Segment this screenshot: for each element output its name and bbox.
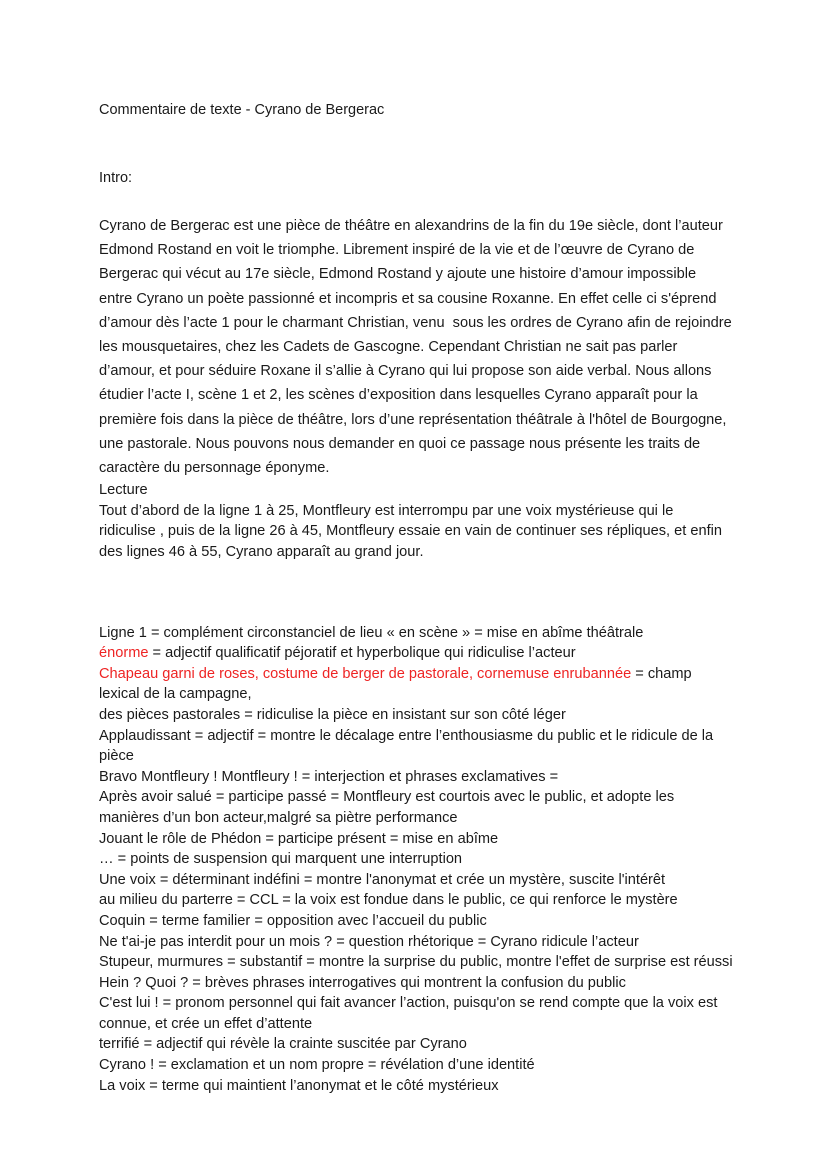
analysis-note-item (99, 623, 735, 644)
analysis-note-item (99, 993, 735, 1034)
analysis-note-item (99, 1076, 735, 1097)
spacer-title-intro (99, 120, 730, 168)
note-definition: = terme qui maintient l’anonymat et le côté mystérieux (145, 1077, 499, 1094)
note-term: Hein ? Quoi ? (99, 974, 189, 991)
spacer-body-list (99, 563, 730, 623)
note-definition: = complément circonstanciel de lieu « en scène » = mise en abîme théâtrale (146, 624, 644, 641)
note-term: Coquin (99, 912, 146, 929)
intro-paragraph: Cyrano de Bergerac est une pièce de théâtre en alexandrins de la fin du 19e siècle, dont l’auteur Edmond Rostand en voit le triomphe. Librement inspiré de la vie et de l’œuvre de Cyrano de Bergerac qui vécut au 17e siècle, Edmond Rostand y ajoute une histoire d’amour impossible entre Cyrano un poète passionné et incompris et sa cousine Roxanne. En effet celle ci s'éprend d’amour dès l’acte 1 pour le charmant Christian, venu sous les ordres de Cyrano afin de rejoindre les mousquetaires, chez les Cadets de Gascogne. Cependant Christian ne sait pas parler d’amour, et pour séduire Roxane il s’allie à Cyrano qui lui propose son aide verbal. Nous allons étudier l’acte I, scène 1 et 2, les scènes d’exposition dans lesquelles Cyrano apparaît pour la première fois dans la pièce de théâtre, lors d’une représentation théâtrale à l'hôtel de Bourgogne, une pastorale. Nous pouvons nous demander en quoi ce passage nous présente les traits de caractère du personnage éponyme. (99, 218, 736, 477)
note-definition: = champ lexical de la campagne, (99, 665, 696, 703)
note-definition: = brèves phrases interrogatives qui montrent la confusion du public (188, 974, 626, 991)
intro-heading: Intro: (99, 170, 133, 186)
note-definition: = question rhétorique = Cyrano ridicule l’acteur (332, 933, 639, 950)
note-term: La voix (99, 1077, 146, 1094)
note-definition: = CCL = la voix est fondue dans le public, ce qui renforce le mystère (232, 892, 678, 909)
note-term: au milieu du parterre (99, 892, 233, 909)
analysis-note-item (99, 973, 735, 994)
analysis-notes-list (99, 623, 735, 1097)
note-term: Jouant le rôle de Phédon (99, 830, 262, 847)
note-term: Ne t'ai-je pas interdit pour un mois ? (99, 933, 333, 950)
note-term: des pièces pastorales (99, 706, 241, 723)
analysis-note-item (99, 911, 735, 932)
page-title: Commentaire de texte - Cyrano de Bergerac (99, 102, 385, 118)
analysis-note-item (99, 1034, 735, 1055)
analysis-note-item (99, 767, 735, 788)
note-term: … (99, 851, 114, 868)
analysis-note-item (99, 932, 735, 953)
note-term: terrifié (99, 1036, 140, 1053)
note-definition: = pronom personnel qui fait avancer l’action, puisqu'on se rend compte que la voix est connue, et crée un effet d’attente (99, 995, 722, 1032)
note-definition: = participe présent = mise en abîme (261, 830, 499, 847)
note-term: Applaudissant (99, 727, 191, 744)
note-term: Une voix (99, 871, 156, 888)
note-definition: = participe passé = Montfleury est courtois avec le public, et adopte les manières d’un bon acteur,malgré sa piètre performance (99, 789, 679, 826)
analysis-note-item (99, 952, 735, 973)
note-term: Ligne 1 (99, 624, 147, 641)
note-definition: = adjectif = montre le décalage entre l’enthousiasme du public et le ridicule de la pièce (99, 727, 718, 765)
note-term: Après avoir salué (99, 789, 212, 806)
lecture-paragraph: Tout d’abord de la ligne 1 à 25, Montfleury est interrompu par une voix mystérieuse qui le ridiculise , puis de la ligne 26 à 45, Montfleury essaie en vain de continuer ses répliques, et enfin des lignes 46 à 55, Cyrano apparaît au grand jour. (99, 502, 727, 561)
analysis-note-item (99, 890, 735, 911)
analysis-note-item (99, 787, 735, 828)
note-term: Stupeur, murmures (99, 954, 224, 971)
note-definition: = points de suspension qui marquent une interruption (113, 851, 463, 868)
note-term: Chapeau garni de roses, costume de berger de pastorale, cornemuse enrubannée (99, 665, 632, 682)
note-definition: = terme familier = opposition avec l’accueil du public (145, 912, 487, 929)
note-definition: = adjectif qui révèle la crainte suscitée par Cyrano (139, 1036, 467, 1053)
analysis-note-item (99, 664, 735, 705)
analysis-note-item (99, 849, 735, 870)
note-term: C'est lui ! (99, 995, 159, 1012)
note-definition: = ridiculise la pièce en insistant sur son côté léger (240, 706, 566, 723)
analysis-note-item (99, 829, 735, 850)
analysis-note-item (99, 705, 735, 726)
analysis-note-item (99, 870, 735, 891)
note-definition: = interjection et phrases exclamatives = (297, 768, 559, 785)
note-definition: = déterminant indéfini = montre l'anonymat et crée un mystère, suscite l'intérêt (155, 871, 666, 888)
note-definition: = adjectif qualificatif péjoratif et hyperbolique qui ridiculise l’acteur (148, 645, 576, 662)
lecture-heading: Lecture (99, 482, 148, 499)
analysis-note-item (99, 726, 735, 767)
note-term: Bravo Montfleury ! Montfleury ! (99, 768, 298, 785)
spacer-intro-body (99, 188, 730, 214)
note-definition: = substantif = montre la surprise du public, montre l'effet de surprise est réussi (223, 954, 733, 971)
note-term: énorme (99, 645, 149, 662)
analysis-note-item (99, 1055, 735, 1076)
note-definition: = exclamation et un nom propre = révélation d’une identité (154, 1057, 535, 1074)
analysis-note-item (99, 643, 735, 664)
note-term: Cyrano ! (99, 1057, 155, 1074)
